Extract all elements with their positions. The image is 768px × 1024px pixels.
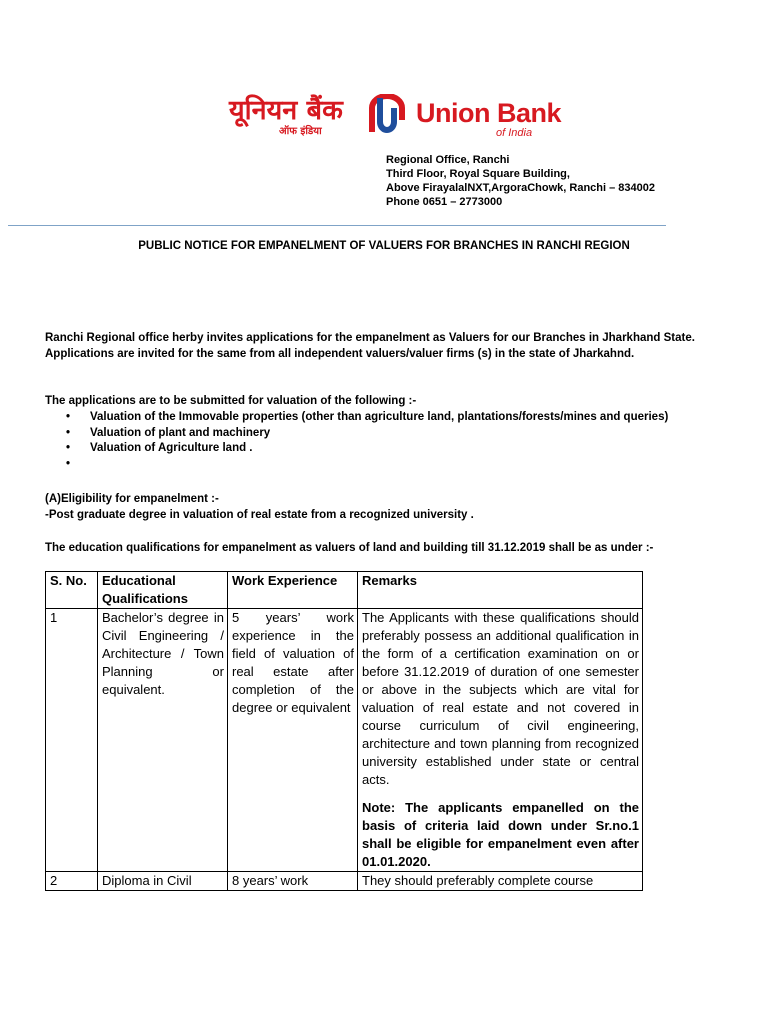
- header-divider: [8, 225, 666, 226]
- address-line: Phone 0651 – 2773000: [386, 196, 503, 208]
- remarks-note: Note: The applicants empanelled on the basis of criteria laid down under Sr.no.1 shall be eligible for empanelment even after 01.01.2020.: [362, 800, 639, 869]
- submit-intro: The applications are to be submitted for valuation of the following :-: [45, 395, 417, 407]
- qualification-table: [45, 571, 643, 891]
- table-row: [46, 872, 643, 891]
- list-item: • Valuation of the Immovable properties (other than agriculture land, plantations/forests/mines and queries): [66, 411, 669, 423]
- list-item: • Valuation of plant and machinery: [66, 426, 271, 439]
- valuation-list: [62, 410, 712, 472]
- logo-hindi-name: यूनियन बैंक: [229, 95, 343, 126]
- table-row: [46, 609, 643, 872]
- header-qualifications: Educational Qualifications: [98, 572, 228, 609]
- table-header-row: [46, 572, 643, 609]
- header-remarks: Remarks: [358, 572, 643, 609]
- eligibility-line: -Post graduate degree in valuation of real estate from a recognized university .: [45, 509, 474, 521]
- logo-english-subtitle: of India: [496, 127, 533, 139]
- header-work-experience: Work Experience: [228, 572, 358, 609]
- address-line: Regional Office, Ranchi: [386, 154, 510, 166]
- notice-title: PUBLIC NOTICE FOR EMPANELMENT OF VALUERS FOR BRANCHES IN RANCHI REGION: [138, 240, 630, 252]
- cell-remarks: They should preferably complete course: [358, 872, 643, 891]
- remarks-text: The Applicants with these qualifications should preferably possess an additional qualification in the form of a certification examination on or before 31.12.2019 of duration of one semester or above in the subjects which are vital for valuation of real estate and not covered in course curriculum of civil engineering, architecture and town planning from recognized university established under state or central acts.: [362, 610, 639, 787]
- address-line: Above FirayalalNXT,ArgoraChowk, Ranchi – 834002: [386, 182, 655, 194]
- cell-work-experience: 8 years’ work: [228, 872, 358, 891]
- logo-hindi-subtitle: ऑफ इंडिया: [279, 126, 322, 137]
- cell-qualification: Bachelor’s degree in Civil Engineering / Architecture / Town Planning or equivalent.: [98, 609, 228, 872]
- header-sno: S. No.: [46, 572, 98, 609]
- cell-sno: 1: [46, 609, 98, 872]
- union-bank-logo-icon: [364, 94, 410, 138]
- logo-english-name: Union Bank: [416, 98, 562, 128]
- cell-qualification: Diploma in Civil: [98, 872, 228, 891]
- office-address: [386, 153, 655, 209]
- intro-paragraph: Ranchi Regional office herby invites applications for the empanelment as Valuers for our Branches in Jharkhand State. Applications are invited for the same from all independent valuers/valuer firms (s) in the state of Jharkahnd.: [45, 332, 695, 360]
- list-item: • Valuation of Agriculture land .: [66, 442, 253, 454]
- eligibility-heading: (A)Eligibility for empanelment :-: [45, 493, 219, 505]
- cell-work-experience: 5 years’ work experience in the field of valuation of real estate after completion of the degree or equivalent: [228, 609, 358, 872]
- cell-sno: 2: [46, 872, 98, 891]
- address-line: Third Floor, Royal Square Building,: [386, 168, 570, 180]
- cell-remarks: [358, 609, 643, 872]
- qualification-intro: The education qualifications for empanelment as valuers of land and building till 31.12.2019 shall be as under :-: [45, 542, 654, 554]
- list-item: •: [66, 457, 71, 470]
